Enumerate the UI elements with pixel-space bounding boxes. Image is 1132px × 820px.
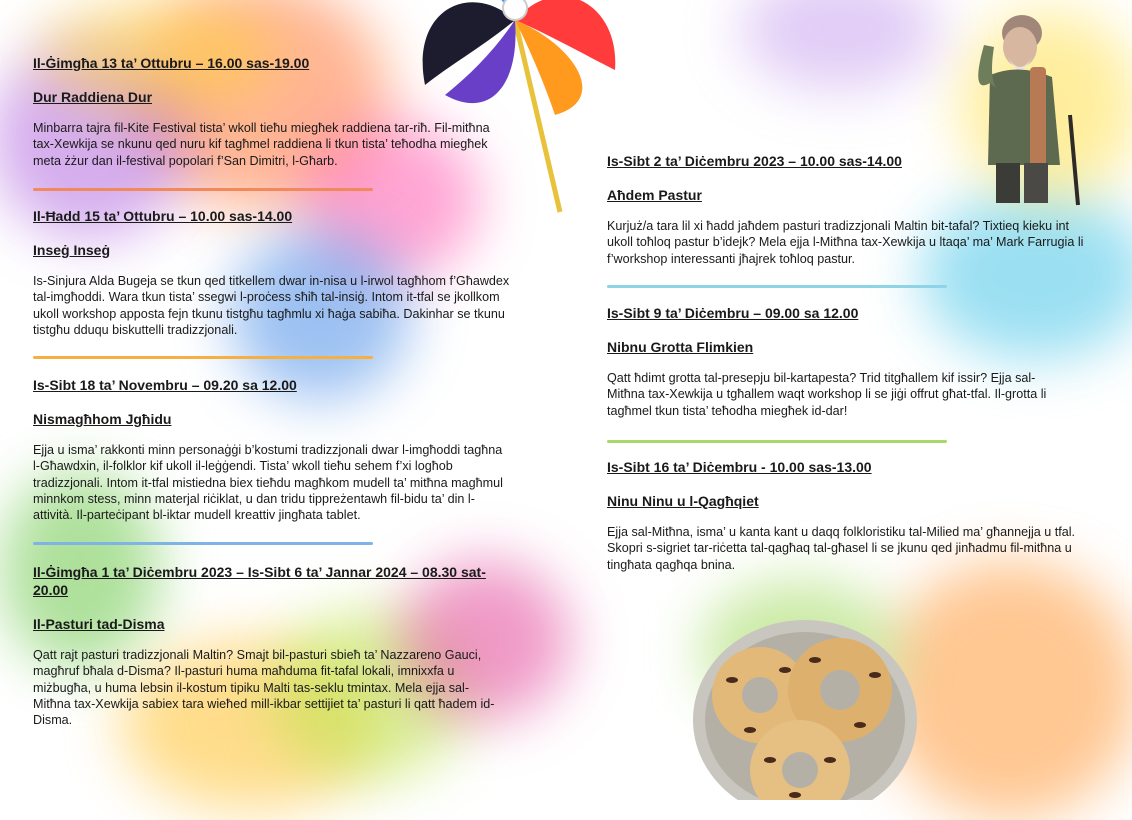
event-4 — [33, 563, 503, 728]
event-6 — [607, 304, 1067, 419]
event-description: Qatt rajt pasturi tradizzjonali Maltin? Smajt bil-pasturi sbieħ ta’ Nazzareno Gauci, magħruf bħala d-Disma? Il-pasturi huma maħduma fit-tafal lokali, imnixxfa u miżbugħa, u huma lebsin il-kostum tipiku Malti tas-seklu tmintax. Mela ejja sal-Mitħna tax-Xewkija sabiex tara wieħed mill-ikbar settijiet ta’ pasturi li qatt ħadem id-Disma. — [33, 648, 495, 728]
divider-3 — [33, 542, 373, 545]
figurine-vest — [988, 69, 1060, 165]
event-date: Is-Sibt 18 ta’ Novembru – 09.20 sa 12.00 — [33, 377, 297, 393]
event-description: Kurjuż/a tara lil xi ħadd jaħdem pasturi tradizzjonali Maltin bit-tafal? Tixtieq kieku int ukoll toħloq pastur b’idejk? Mela ejja l-Mitħna tax-Xewkija u ltaqa’ ma’ Mark Farrugia li f’workshop interessanti jħajrek toħloq pastur. — [607, 219, 1084, 266]
event-2 — [33, 207, 513, 338]
pastry-hole — [782, 752, 818, 788]
event-title: Dur Raddiena Dur — [33, 89, 153, 105]
event-5 — [607, 152, 1097, 267]
event-date: Is-Sibt 2 ta’ Diċembru 2023 – 10.00 sas-14.00 — [607, 153, 902, 169]
divider-4 — [607, 285, 947, 288]
divider-5 — [607, 440, 947, 443]
pastries-image — [690, 610, 920, 800]
divider-1 — [33, 188, 373, 191]
event-description: Is-Sinjura Alda Bugeja se tkun qed titkellem dwar in-nisa u l-irwol tagħhom f’Għawdex tal-imgħoddi. Wara tkun tista’ ssegwi l-proċess sħiħ tal-insiġ. Intom it-tfal se jkollkom ukoll workshop apposta fejn tkunu tistgħu tagħmlu xi ħaġa sabiħa. Dakinhar se tkunu tistgħu dduqu biskuttelli tradizzjonali. — [33, 274, 510, 337]
event-title: Aħdem Pastur — [607, 187, 702, 203]
event-title: Ninu Ninu u l-Qagħqiet — [607, 493, 759, 509]
pinwheel-pin — [503, 0, 527, 20]
event-date: Is-Sibt 9 ta’ Diċembru – 09.00 sa 12.00 — [607, 305, 859, 321]
event-description: Qatt ħdimt grotta tal-presepju bil-kartapesta? Trid titgħallem kif issir? Ejja sal-Mitħna tax-Xewkija u tgħallem waqt workshop li se jiġi offrut għat-tfal. Il-grotta li tagħmel tkun tista’ teħodha miegħek id-dar! — [607, 371, 1047, 418]
pastry-hole — [820, 670, 860, 710]
event-3 — [33, 376, 508, 523]
event-date: Il-Ħadd 15 ta’ Ottubru – 10.00 sas-14.00 — [33, 208, 293, 224]
event-title: Il-Pasturi tad-Disma — [33, 616, 165, 632]
pastry-hole — [742, 677, 778, 713]
event-title: Nismagħhom Jgħidu — [33, 411, 172, 427]
event-description: Ejja sal-Mitħna, isma’ u kanta kant u daqq folkloristiku tal-Milied ma’ għannejja u tfal. Skopri s-sigriet tar-riċetta tal-qagħaq tal-għasel li se jkunu qed jinħadmu fil-mitħna u tingħata qagħqa bnina. — [607, 525, 1076, 572]
event-date: Is-Sibt 16 ta’ Diċembru - 10.00 sas-13.00 — [607, 459, 872, 475]
event-1 — [33, 54, 503, 169]
event-date: Il-Ġimgħa 13 ta’ Ottubru – 16.00 sas-19.00 — [33, 55, 310, 71]
event-7 — [607, 458, 1097, 573]
event-description: Minbarra tajra fil-Kite Festival tista’ wkoll tieħu miegħek raddiena tar-riħ. Fil-mitħna tax-Xewkija se nkunu qed nuru kif tagħmel raddiena li tkun tista’ teħodha miegħek meta żżur dan il-festival popolari f’San Dimitri, l-Għarb. — [33, 121, 490, 168]
paint-splash-violet — [740, 0, 940, 90]
event-description: Ejja u isma’ rakkonti minn personaġġi b’kostumi tradizzjonali dwar l-imgħoddi tagħna l-Għawdxin, il-folklor kif ukoll il-leġġendi. Tista’ wkoll tieħu sehem f’xi logħob tradizzjonali. Intom it-tfal mistiedna biex tieħdu magħkom mudell ta’ mitħna magħmul minnkom stess, minn materjal riċiklat, u dan tridu tippreżentawh fil-bidu ta’ din l-attività. Il-parteċipant bl-iktar mudell kreattiv jingħata tablet. — [33, 443, 503, 523]
divider-2 — [33, 356, 373, 359]
event-date: Il-Ġimgħa 1 ta’ Diċembru 2023 – Is-Sibt 6 ta’ Jannar 2024 – 08.30 sat-20.00 — [33, 564, 486, 598]
event-title: Inseġ Inseġ — [33, 242, 111, 258]
figurine-face — [1003, 27, 1037, 67]
event-title: Nibnu Grotta Flimkien — [607, 339, 754, 355]
